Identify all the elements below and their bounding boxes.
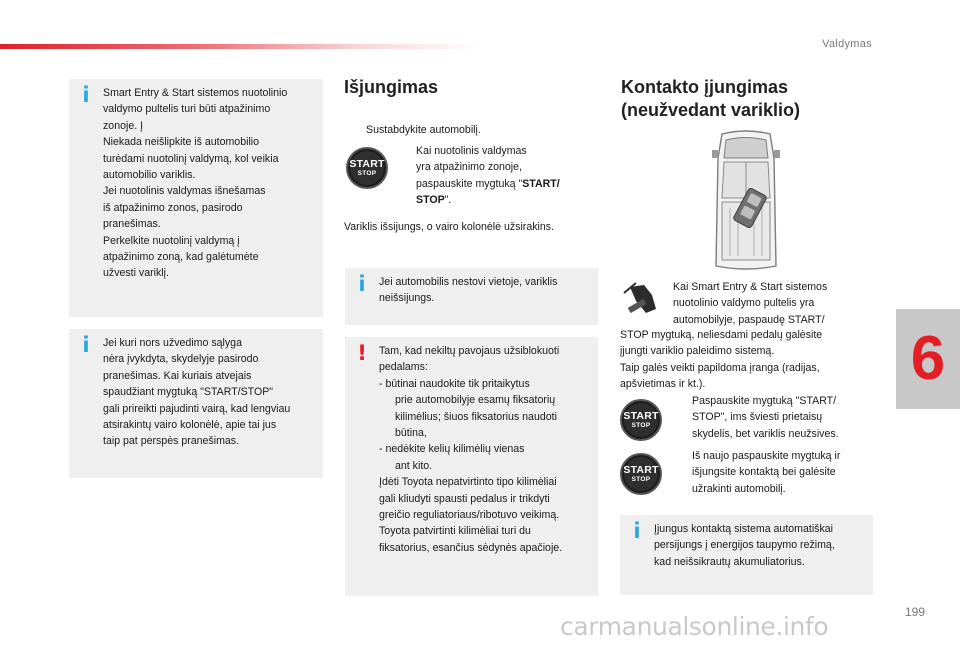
step-ignition-off — [672, 448, 872, 497]
info-box-remote-zone — [69, 79, 323, 317]
text-line: užrakinti automobilį. — [692, 482, 786, 495]
text-line: Smart Entry & Start sistemos nuotolinio — [103, 87, 288, 99]
step-ignition-on — [672, 393, 872, 442]
info-icon: i — [82, 83, 90, 107]
result-text: Variklis išsijungs, o vairo kolonėlė užsirakins. — [344, 221, 554, 233]
section-heading-ignition — [621, 76, 800, 123]
text-line: apšvietimas ir kt.). — [620, 378, 706, 391]
text-line: greičio reguliatoriaus/ribotuvo veikimą. — [379, 509, 560, 522]
bold-text: STOP — [416, 194, 445, 207]
text-line: automobilio variklis. — [103, 169, 196, 182]
text-line: Jei nuotolinis valdymas išnešamas — [103, 185, 266, 198]
text-line: kad neišsikrautų akumuliatorius. — [654, 555, 805, 568]
text-line: Paspauskite mygtuką "START/ — [692, 395, 837, 407]
text-line: iš atpažinimo zonos, pasirodo — [103, 201, 243, 214]
start-label: START — [349, 158, 385, 170]
text-line: ant kito. — [395, 459, 433, 472]
page-number: 199 — [905, 605, 926, 619]
text-line: turėdami nuotolinį valdymą, kol veikia — [103, 152, 279, 165]
text-line: nuotolinio valdymo pultelis yra — [673, 297, 815, 310]
info-box-text — [379, 274, 590, 307]
step-text: Sustabdykite automobilį. — [366, 124, 481, 136]
text-line: Įdėti Toyota nepatvirtinto tipo kilimėliai — [379, 476, 557, 489]
info-box-remote-zone-text — [103, 85, 315, 282]
text-line: persijungs į energijos taupymo režimą, — [654, 539, 835, 552]
stop-label: STOP — [631, 476, 651, 483]
text-line: taip pat perspės pranešimas. — [103, 435, 240, 448]
text-line: įjungti variklio paleidimo sistemą. — [620, 345, 775, 358]
step-stop-vehicle — [346, 122, 586, 138]
text-line: kilimėlius; šiuos fiksatorius naudoti — [395, 410, 557, 423]
text-line: Iš naujo paspauskite mygtuką ir — [692, 450, 841, 462]
start-stop-button-icon — [620, 453, 662, 495]
text-line: skydelis, bet variklis neužsives. — [692, 427, 839, 440]
start-label: START — [623, 410, 659, 422]
text-line: pranešimas. Kai kuriais atvejais — [103, 369, 252, 382]
text-line — [416, 192, 596, 208]
heading-line: Kontakto įjungimas — [621, 77, 789, 97]
text-line: Taip galės veikti papildoma įranga (radijas, — [620, 361, 820, 374]
text-line: išjungsite kontaktą bei galėsite — [692, 466, 836, 479]
step-press-start-stop — [396, 143, 596, 209]
text-line: prie automobilyje esamų fiksatorių — [395, 394, 556, 407]
text-line: STOP", ims šviesti prietaisų — [692, 411, 823, 424]
bold-text: START/ — [522, 177, 560, 190]
text-line: nėra įvykdyta, skydelyje pasirodo — [103, 353, 259, 366]
info-box-energy-saving — [620, 515, 873, 595]
text-line: zonoje. Į — [103, 119, 144, 132]
info-icon: i — [82, 333, 90, 357]
text-line: - nedėkite kelių kilimėlių vienas — [379, 443, 525, 456]
text-line: gali prireikti pajudinti vairą, kad lengviau — [103, 402, 291, 415]
text-line — [416, 176, 596, 192]
start-stop-button-icon — [346, 147, 388, 189]
text-line: atpažinimo zoną, kad galėtumėte — [103, 251, 259, 264]
info-icon: i — [633, 519, 641, 543]
text-line: gali kliudyti spausti pedalus ir trikdyti — [379, 492, 550, 505]
text-line: - būtinai naudokite tik pritaikytus — [379, 377, 530, 390]
stop-label: STOP — [357, 170, 377, 177]
watermark: carmanualsonline.info — [560, 612, 829, 641]
text-line: atsirakintų vairo kolonėlė, apie tai jus — [103, 419, 277, 432]
chapter-number: 6 — [910, 324, 946, 393]
text-line: spaudžiant mygtuką "START/STOP" — [103, 386, 274, 399]
text-line: Kai nuotolinis valdymas — [416, 145, 527, 157]
info-box-start-conditions-text — [103, 335, 315, 450]
warning-box-text — [379, 343, 590, 556]
start-stop-button-icon — [620, 399, 662, 441]
ignition-intro-text-top — [673, 279, 873, 328]
text-line: STOP mygtuką, neliesdami pedalų galėsite — [620, 329, 823, 341]
text-line: pranešimas. — [103, 218, 161, 231]
text-run: paspauskite mygtuką " — [416, 177, 523, 190]
text-line: automobilyje, paspaudę START/ — [673, 313, 825, 326]
foot-pedal-icon — [622, 279, 662, 319]
text-line: neišsijungs. — [379, 292, 435, 305]
text-run: ". — [444, 194, 452, 207]
text-line: fiksatorius, esančius sėdynės apačioje. — [379, 541, 563, 554]
text-line: Jei kuri nors užvedimo sąlyga — [103, 337, 242, 349]
info-box-text — [654, 521, 865, 570]
text-line: Jei automobilis nestovi vietoje, variklis — [379, 276, 558, 288]
text-line: užvesti variklį. — [103, 267, 169, 280]
section-heading-switch-off: Išjungimas — [344, 77, 439, 97]
text-line: yra atpažinimo zonoje, — [416, 161, 522, 174]
text-line: Niekada neišlipkite iš automobilio — [103, 136, 260, 149]
start-label: START — [623, 464, 659, 476]
stop-label: STOP — [631, 422, 651, 429]
text-line: Kai Smart Entry & Start sistemos — [673, 281, 828, 293]
text-line: valdymo pultelis turi būti atpažinimo — [103, 103, 271, 116]
text-line: Tam, kad nekiltų pavojaus užsiblokuoti — [379, 345, 560, 357]
text-line: būtina, — [395, 427, 427, 440]
text-line: Toyota patvirtinti kilimėliai turi du — [379, 525, 531, 538]
header-accent-bar — [0, 44, 480, 49]
info-box-not-stationary — [345, 268, 598, 325]
section-title: Valdymas — [822, 38, 872, 50]
warning-icon: ! — [357, 341, 367, 365]
ignition-intro-text-full — [620, 327, 875, 393]
text-line: Perkelkite nuotolinį valdymą į — [103, 234, 240, 247]
car-top-view-illustration — [700, 128, 792, 274]
info-box-start-conditions — [69, 329, 323, 478]
heading-line: (neužvedant variklio) — [621, 100, 801, 121]
text-line: Įjungus kontaktą sistema automatiškai — [654, 523, 834, 535]
warning-box-floor-mats — [345, 337, 598, 596]
info-icon: i — [358, 272, 366, 296]
text-line: pedalams: — [379, 361, 428, 374]
